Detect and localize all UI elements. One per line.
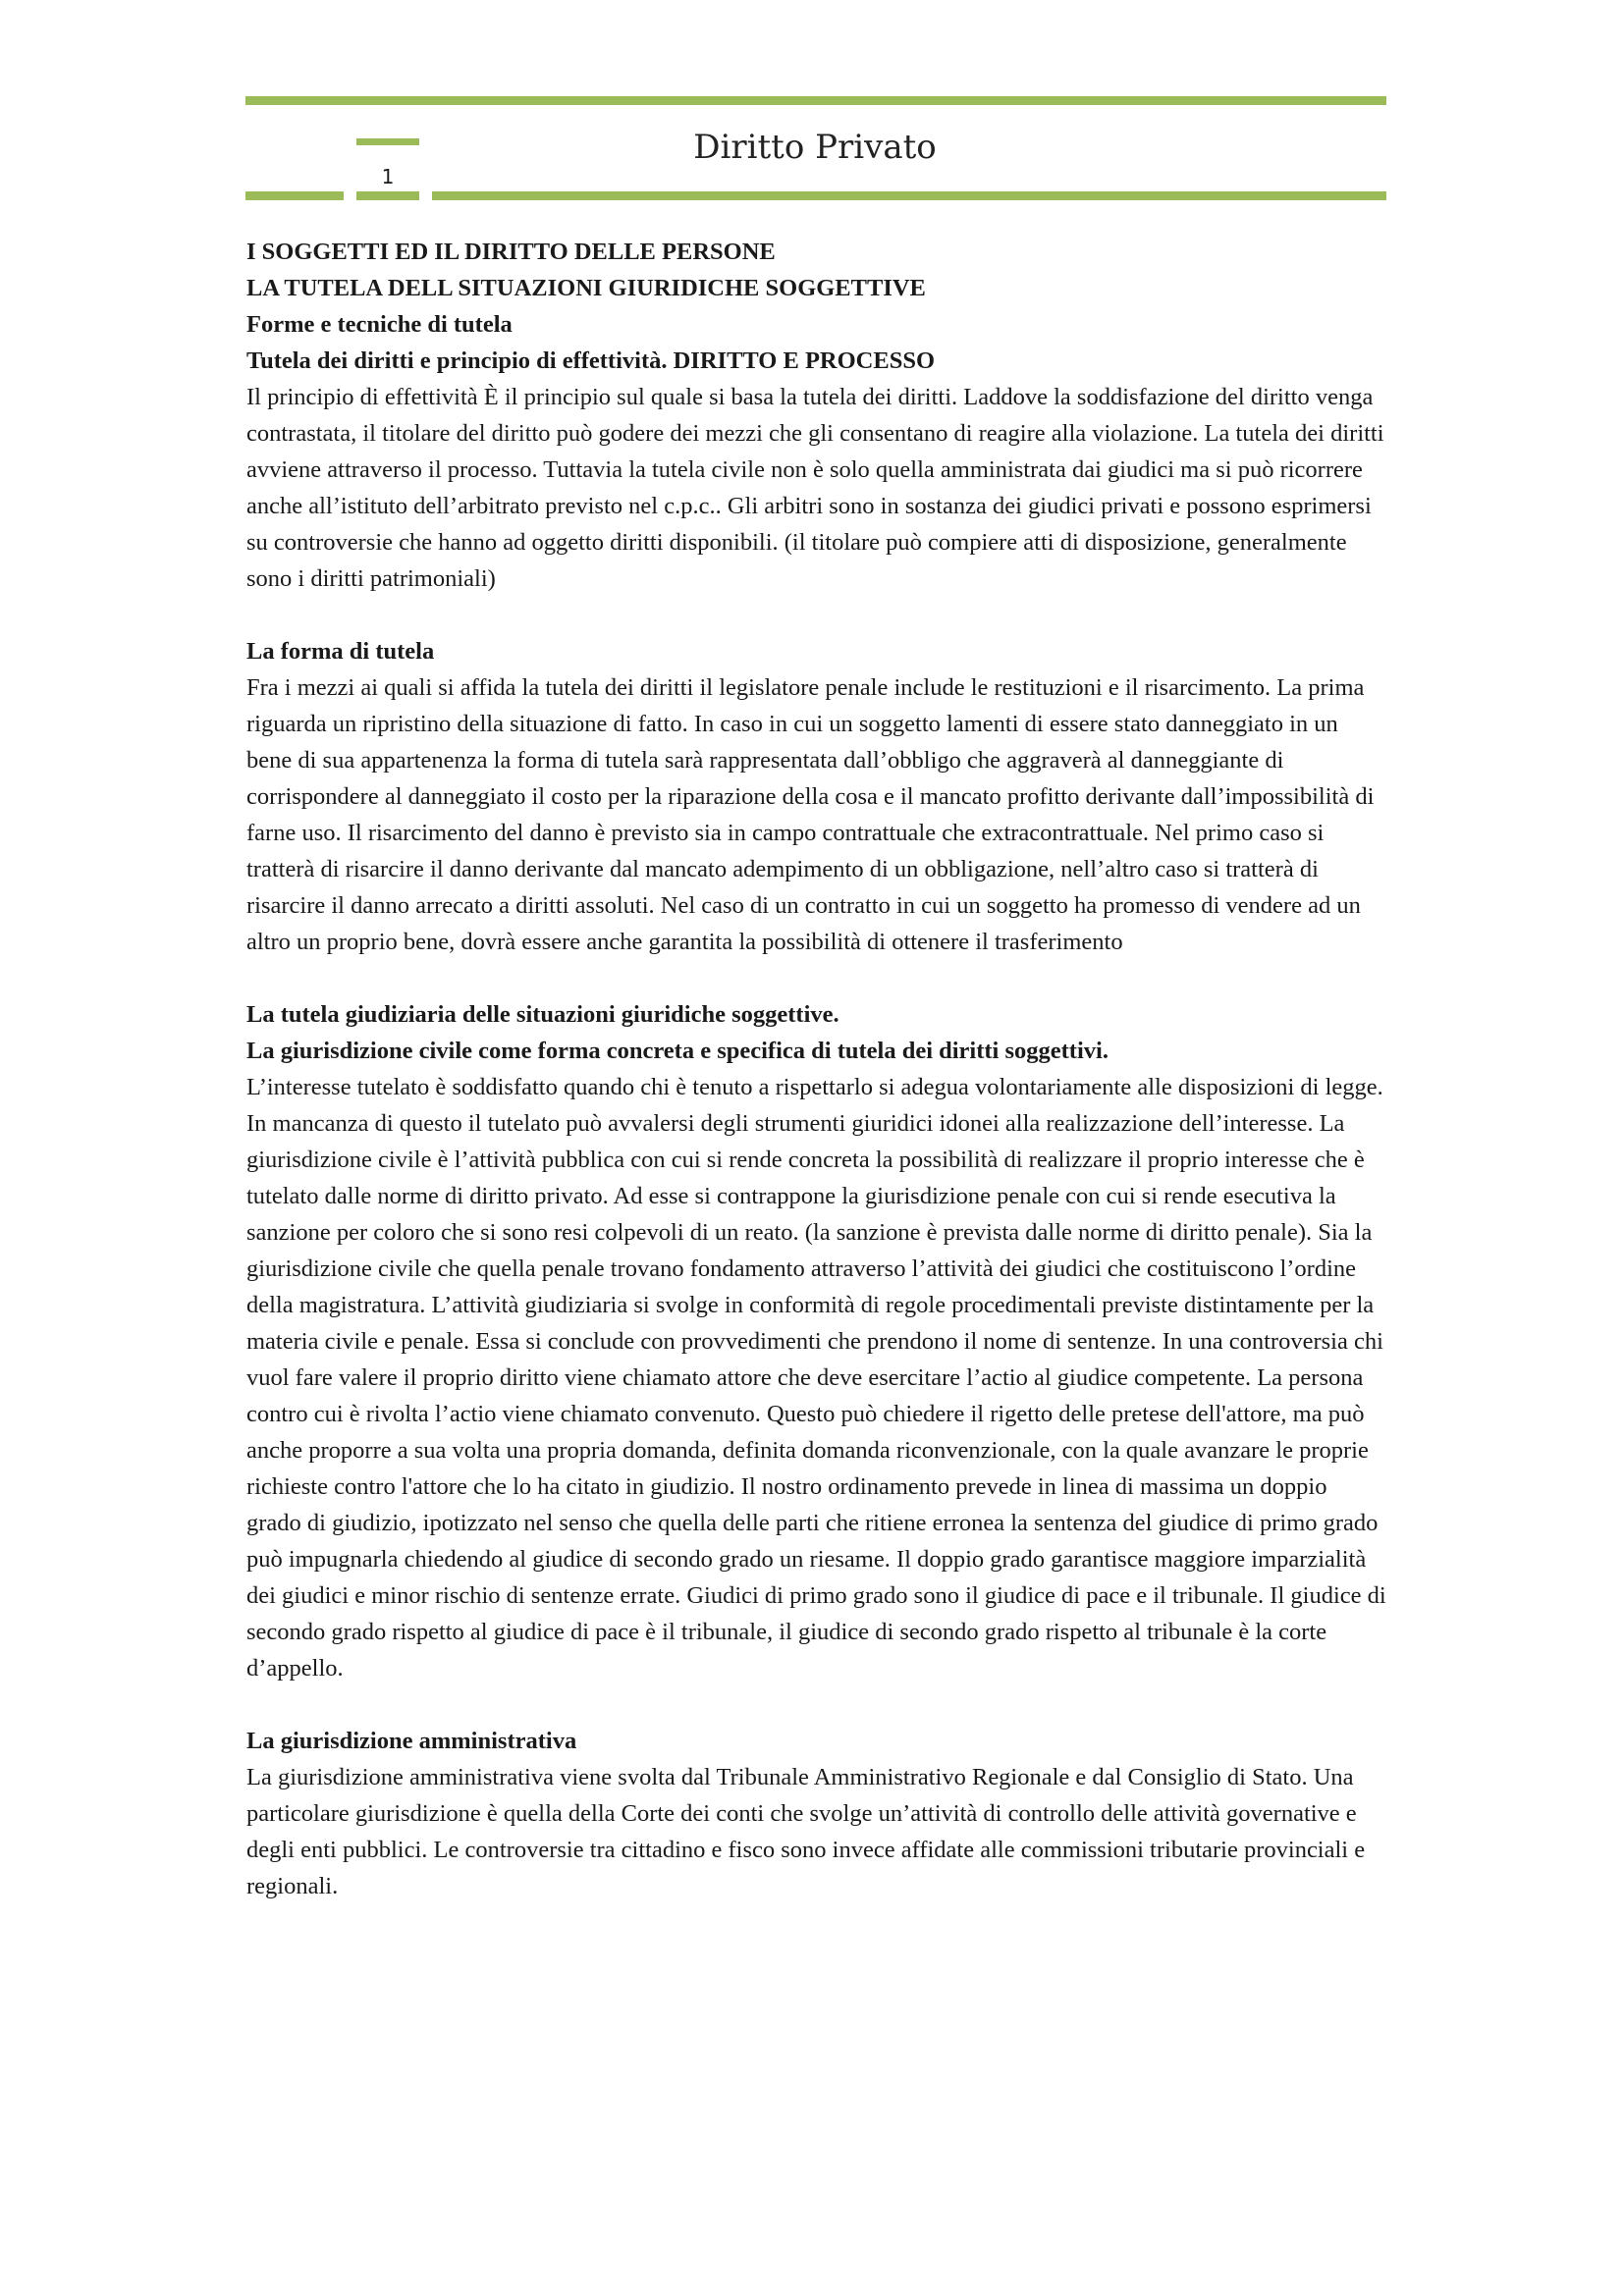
section-heading: Forme e tecniche di tutela (246, 311, 513, 338)
section-giurisdizione-amministrativa (246, 1723, 1387, 1904)
header-top-rule (245, 96, 1386, 105)
header-bottom-rule-mid (356, 191, 419, 200)
document-body (246, 234, 1387, 1904)
section-spacer (246, 960, 1387, 996)
section-heading: Tutela dei diritti e principio di effettività. DIRITTO E PROCESSO (246, 347, 936, 374)
section-tutela-giudiziaria (246, 996, 1387, 1686)
section-heading: La forma di tutela (246, 638, 435, 665)
header-bottom-rule-right (432, 191, 1386, 200)
section-paragraph: La giurisdizione amministrativa viene svolta dal Tribunale Amministrativo Regionale e dal Consiglio di Stato. Una particolare giurisdizione è quella della Corte dei conti che svolge un’attività di controllo delle attività governative e degli enti pubblici. Le controversie tra cittadino e fisco sono invece affidate alle commissioni tributarie provinciali e regionali. (246, 1764, 1366, 1899)
page-number: 1 (381, 165, 395, 188)
section-forma-di-tutela (246, 633, 1387, 960)
section-spacer (246, 1686, 1387, 1723)
section-paragraph: L’interesse tutelato è soddisfatto quando chi è tenuto a rispettarlo si adegua volontariamente alle disposizioni di legge. In mancanza di questo il tutelato può avvalersi degli strumenti giuridici idonei alla realizzazione dell’interesse. La giurisdizione civile è l’attività pubblica con cui si rende concreta la possibilità di realizzare il proprio interesse che è tutelato dalle norme di diritto privato. Ad esse si contrappone la giurisdizione penale con cui si rende esecutiva la sanzione per coloro che si sono resi colpevoli di un reato. (la sanzione è prevista dalle norme di diritto penale). Sia la giurisdizione civile che quella penale trovano fondamento attraverso l’attività dei giudici che costituiscono l’ordine della magistratura. L’attività giudiziaria si svolge in conformità di regole procedimentali previste distintamente per la materia civile e penale. Essa si conclude con provvedimenti che prendono il nome di sentenze. In una controversia chi vuol fare valere il proprio diritto viene chiamato attore che deve esercitare l’actio al giudice competente. La persona contro cui è rivolta l’actio viene chiamato convenuto. Questo può chiedere il rigetto delle pretese dell'attore, ma può anche proporre a sua volta una propria domanda, definita domanda riconvenzionale, con la quale avanzare le proprie richieste contro l'attore che lo ha citato in giudizio. Il nostro ordinamento prevede in linea di massima un doppio grado di giudizio, ipotizzato nel senso che quella delle parti che ritiene erronea la sentenza del giudice di primo grado può impugnarla chiedendo al giudice di secondo grado un riesame. Il doppio grado garantisce maggiore imparzialità dei giudici e minor rischio di sentenze errate. Giudici di primo grado sono il giudice di pace e il tribunale. Il giudice di secondo grado rispetto al giudice di pace è il tribunale, il giudice di secondo grado rispetto al tribunale è la corte d’appello. (246, 1074, 1386, 1682)
section-paragraph: Il principio di effettività È il principio sul quale si basa la tutela dei diritti. Laddove la soddisfazione del diritto venga contrastata, il titolare del diritto può godere dei mezzi che gli consentano di reagire alla violazione. La tutela dei diritti avviene attraverso il processo. Tuttavia la tutela civile non è solo quella amministrata dai giudici ma si può ricorrere anche all’istituto dell’arbitrato previsto nel c.p.c.. Gli arbitri sono in sostanza dei giudici privati e possono esprimersi su controversie che hanno ad oggetto diritti disponibili. (il titolare può compiere atti di disposizione, generalmente sono i diritti patrimoniali) (246, 384, 1384, 592)
header-title: Diritto Privato (693, 128, 937, 167)
section-heading: La giurisdizione civile come forma concreta e specifica di tutela dei diritti soggettivi. (246, 1038, 1109, 1064)
section-spacer (246, 597, 1387, 633)
section-heading: La tutela giudiziaria delle situazioni giuridiche soggettive. (246, 1001, 839, 1028)
section-heading: La giurisdizione amministrativa (246, 1728, 577, 1754)
section-paragraph: Fra i mezzi ai quali si affida la tutela dei diritti il legislatore penale include le restituzioni e il risarcimento. La prima riguarda un ripristino della situazione di fatto. In caso in cui un soggetto lamenti di essere stato danneggiato in un bene di sua appartenenza la forma di tutela sarà rappresentata dall’obbligo che aggraverà al danneggiante di corrispondere al danneggiato il costo per la riparazione della cosa e il mancato profitto derivante dall’impossibilità di farne uso. Il risarcimento del danno è previsto sia in campo contrattuale che extracontrattuale. Nel primo caso si tratterà di risarcire il danno derivante dal mancato adempimento di un obbligazione, nell’altro caso si tratterà di risarcire il danno arrecato a diritti assoluti. Nel caso di un contratto in cui un soggetto ha promesso di vendere ad un altro un proprio bene, dovrà essere anche garantita la possibilità di ottenere il trasferimento (246, 674, 1375, 955)
section-soggetti (246, 234, 1387, 597)
page-number-rule (356, 138, 419, 145)
header-bottom-rule-left (245, 191, 344, 200)
section-heading: I SOGGETTI ED IL DIRITTO DELLE PERSONE (246, 239, 776, 265)
section-heading: LA TUTELA DELL SITUAZIONI GIURIDICHE SOGGETTIVE (246, 275, 926, 301)
